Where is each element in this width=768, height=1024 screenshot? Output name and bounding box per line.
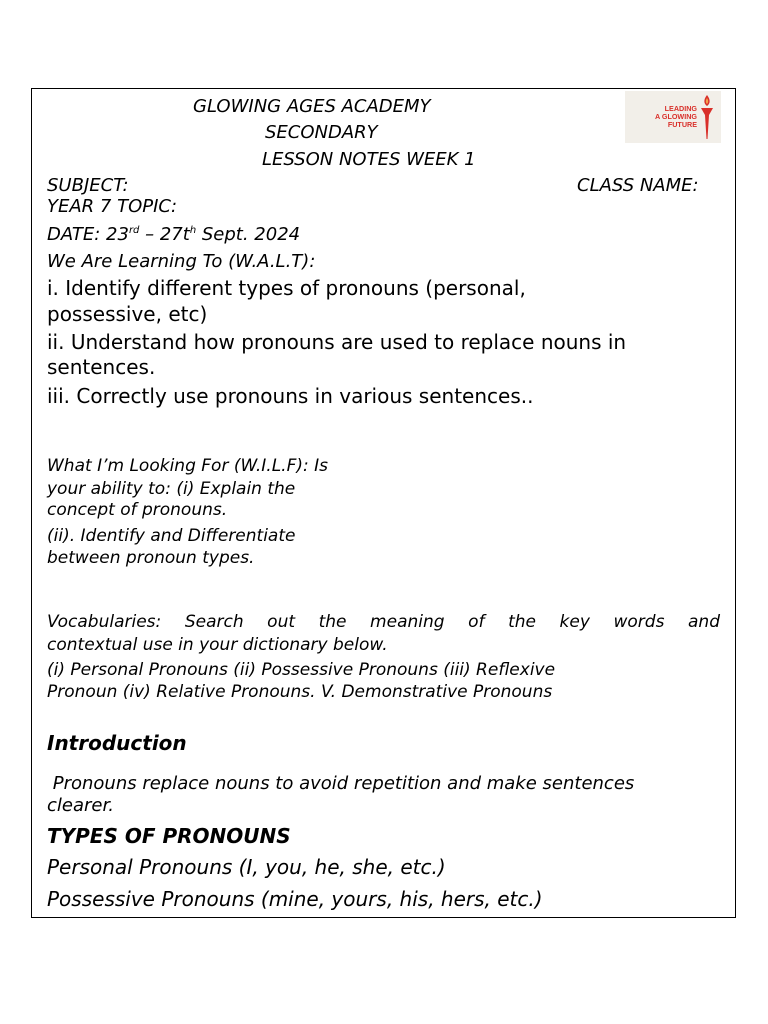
- lesson-date: DATE: $23rd - 27t^h$ Sept. 2024: [47, 224, 301, 245]
- vocab-line-3: (i) Personal Pronouns (ii) Possessive Pronouns (iii) Reflexive: [47, 660, 556, 680]
- vocab-line-1: Vocabularies: Search out the meaning of the key words and: [47, 612, 720, 632]
- vocab-line-2: contextual use in your dictionary below.: [47, 635, 388, 655]
- types-item-personal: Personal Pronouns (I, you, he, she, etc.): [47, 855, 446, 879]
- year-topic-label: YEAR 7 TOPIC:: [47, 196, 178, 217]
- types-heading: TYPES OF PRONOUNS: [47, 824, 291, 848]
- wilf-line-5: between pronoun types.: [47, 548, 255, 568]
- wilf-line-1: What I’m Looking For (W.I.L.F): Is: [47, 456, 328, 476]
- walt-line-1: i. Identify different types of pronouns (personal,: [47, 276, 526, 300]
- school-section: SECONDARY: [265, 122, 378, 143]
- types-item-possessive: Possessive Pronouns (mine, yours, his, hers, etc.): [47, 887, 543, 911]
- school-logo: [625, 91, 721, 143]
- vocab-line-4: Pronoun (iv) Relative Pronouns. V. Demonstrative Pronouns: [47, 682, 553, 702]
- walt-heading: We Are Learning To (W.A.L.T):: [47, 251, 316, 272]
- class-name-label: CLASS NAME:: [577, 175, 699, 196]
- wilf-line-4: (ii). Identify and Differentiate: [47, 526, 296, 546]
- intro-line-2: clearer.: [47, 795, 114, 816]
- walt-line-3: ii. Understand how pronouns are used to replace nouns in: [47, 330, 627, 354]
- walt-line-2: possessive, etc): [47, 302, 208, 326]
- intro-line-1: Pronouns replace nouns to avoid repetition and make sentences: [47, 773, 635, 794]
- walt-line-4: sentences.: [47, 355, 156, 379]
- subject-label: SUBJECT:: [47, 175, 129, 196]
- logo-text: LEADING A GLOWING FUTURE: [654, 104, 697, 129]
- wilf-line-2: your ability to: (i) Explain the: [47, 479, 296, 499]
- lesson-notes-title: LESSON NOTES WEEK 1: [262, 149, 476, 170]
- torch-icon: [697, 93, 717, 141]
- wilf-line-3: concept of pronouns.: [47, 500, 228, 520]
- walt-line-5: iii. Correctly use pronouns in various sentences..: [47, 384, 534, 408]
- intro-heading: Introduction: [47, 731, 187, 755]
- school-name: GLOWING AGES ACADEMY: [193, 96, 431, 117]
